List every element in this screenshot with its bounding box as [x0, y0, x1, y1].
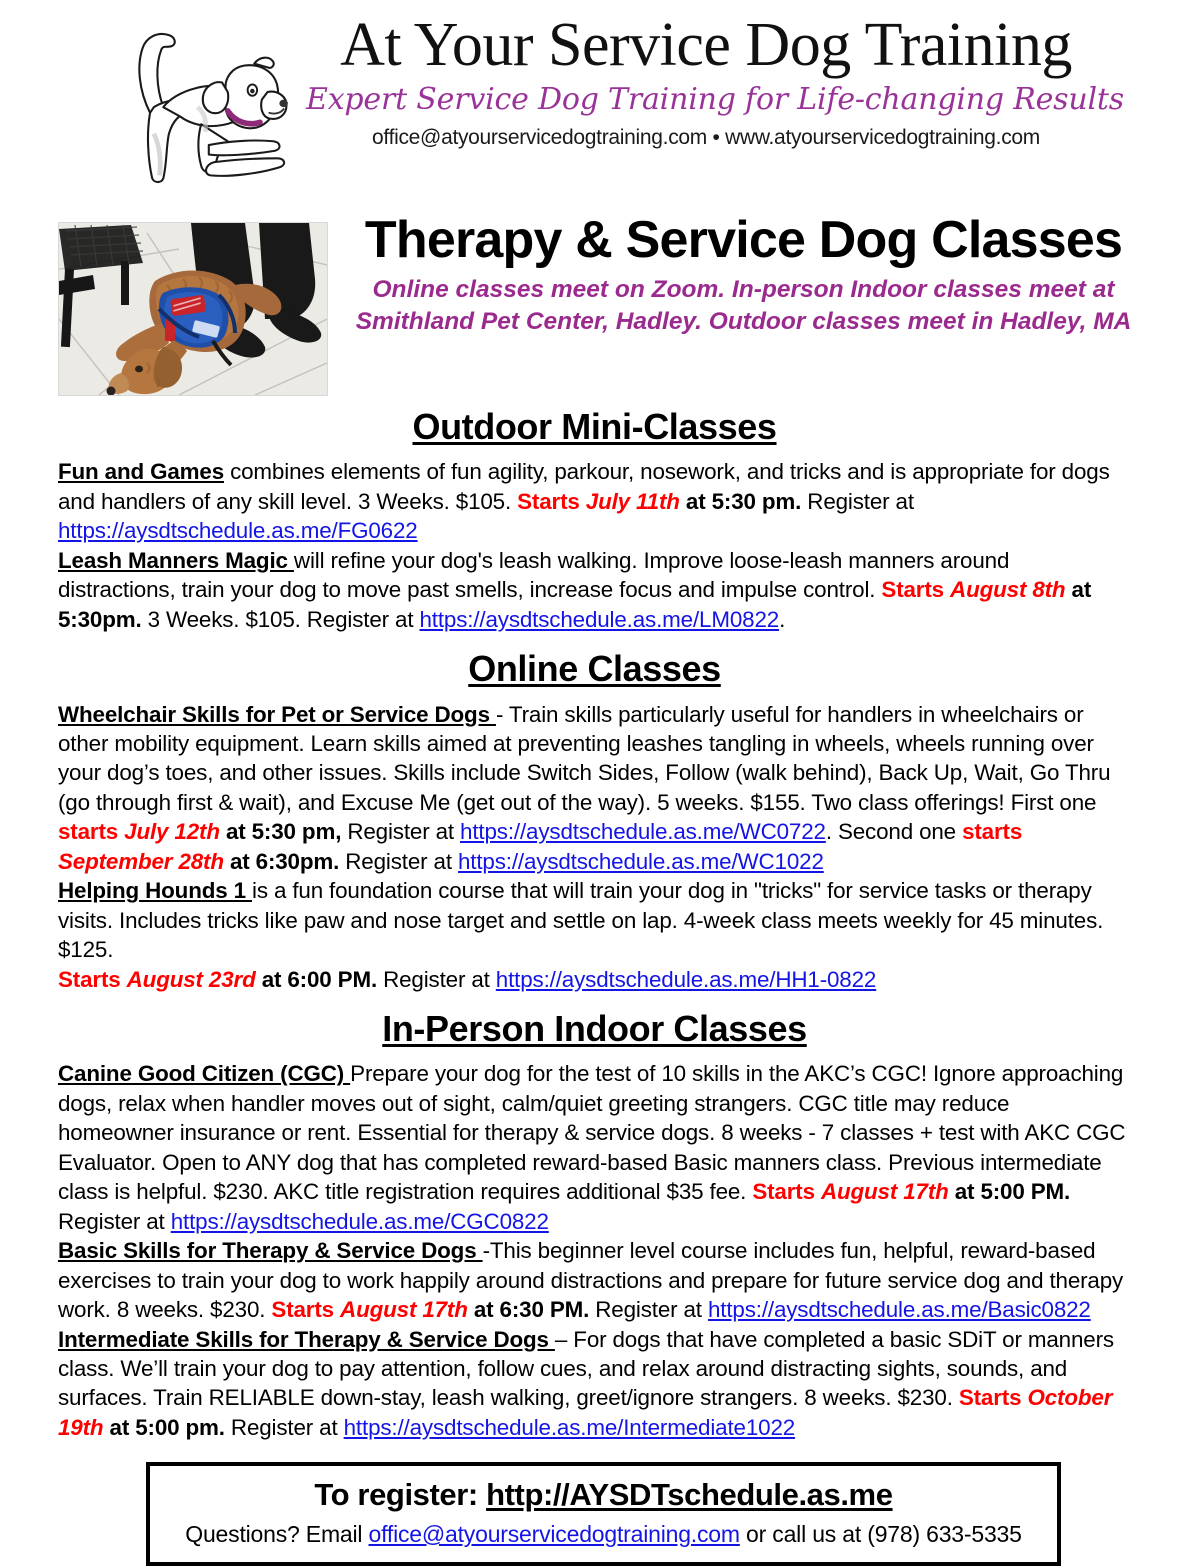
register-footer-box: [146, 1462, 1061, 1566]
start-time-wheelchair-second: at 6:30pm.: [223, 848, 340, 874]
title-column: [340, 212, 1147, 339]
class-paragraph-fun-and-games: [58, 457, 1131, 545]
register-link-basic-skills[interactable]: https://aysdtschedule.as.me/Basic0822: [707, 1297, 1091, 1323]
logo-text-block: [306, 11, 1124, 150]
section-heading-online-label: Online Classes: [468, 648, 721, 690]
class-name-wheelchair-skills: Wheelchair Skills for Pet or Service Dogs: [58, 701, 496, 727]
start-time-canine-good-citizen: at 5:00 PM.: [948, 1179, 1071, 1205]
page-subtitle: Online classes meet on Zoom. In-person Indoor classes meet at Smithland Pet Center, Hadley. Outdoor classes meet in Hadley, MA: [355, 276, 1132, 336]
class-paragraph-leash-manners-magic: [58, 546, 1131, 634]
class-desc-fun-and-games: combines elements of fun agility, parkour, nosework, and tricks and is appropriate for dogs and handlers of any skill level. 3 Weeks. $105.: [58, 459, 1110, 514]
start-time-wheelchair-first: at 5:30 pm,: [219, 819, 342, 845]
footer-register-line: [160, 1476, 1047, 1514]
class-name-basic-skills: Basic Skills for Therapy & Service Dogs: [58, 1238, 483, 1264]
section-heading-indoor-label: In-Person Indoor Classes: [382, 1008, 807, 1050]
start-time-fun-and-games: at 5:30 pm.: [679, 488, 802, 514]
start-date-wheelchair-first: July 12th: [124, 819, 220, 845]
logo-block: [110, 11, 1124, 200]
start-date-wheelchair-second: September 28th: [58, 848, 224, 874]
register-text-helping-hounds-1: Register at: [377, 966, 496, 992]
start-date-fun-and-games: July 11th: [585, 488, 680, 514]
section-heading-outdoor-label: Outdoor Mini-Classes: [412, 406, 777, 447]
class-paragraph-helping-hounds-1-start: [58, 965, 1131, 994]
start-time-basic-skills: at 6:30 PM.: [467, 1297, 590, 1323]
register-text-wheelchair-second: Register at: [339, 848, 458, 874]
start-time-helping-hounds-1: at 6:00 PM.: [255, 966, 378, 992]
start-date-basic-skills: August 17th: [340, 1297, 468, 1323]
class-name-intermediate-skills: Intermediate Skills for Therapy & Service Dogs: [58, 1326, 555, 1352]
starts-label-wheelchair-first: starts: [58, 819, 125, 845]
title-row: [0, 212, 1187, 392]
class-paragraph-helping-hounds-1: [58, 876, 1131, 964]
class-name-fun-and-games: Fun and Games: [58, 459, 225, 485]
footer-register-url[interactable]: http://AYSDTschedule.as.me: [486, 1477, 893, 1513]
section-heading-online: [58, 648, 1131, 689]
register-link-wheelchair-second[interactable]: https://aysdtschedule.as.me/WC1022: [457, 848, 824, 874]
class-desc-intermediate-skills: – For dogs that have completed a basic SDiT or manners class. We’ll train your dog to pay attention, follow cues, and relax around distracting sights, sounds, and surfaces. Train RELIABLE down-stay, leash walking, greet/ignore strangers. 8 weeks. $230.: [58, 1326, 1114, 1411]
register-link-canine-good-citizen[interactable]: https://aysdtschedule.as.me/CGC0822: [170, 1208, 549, 1234]
mid-text-wheelchair: . Second one: [825, 819, 963, 845]
start-date-leash-manners-magic: August 8th: [950, 577, 1066, 603]
starts-label-leash-manners-magic: Starts: [881, 577, 951, 603]
classes-content: [0, 406, 1187, 1566]
start-time-intermediate-skills: at 5:00 pm.: [103, 1414, 225, 1440]
footer-questions-prefix: Questions? Email: [185, 1521, 369, 1548]
letterhead-header: [0, 0, 1187, 200]
class-name-canine-good-citizen: Canine Good Citizen (CGC): [58, 1061, 351, 1087]
register-link-leash-manners-magic[interactable]: https://aysdtschedule.as.me/LM0822: [419, 606, 780, 632]
class-name-helping-hounds-1: Helping Hounds 1: [58, 878, 252, 904]
trailing-leash-manners-magic: .: [779, 606, 786, 632]
register-text-leash-manners-magic: 3 Weeks. $105. Register at: [141, 606, 420, 632]
register-text-canine-good-citizen: Register at: [58, 1208, 171, 1234]
start-date-helping-hounds-1: August 23rd: [126, 966, 256, 992]
brand-contact-line: office@atyourservicedogtraining.com • www.atyourservicedogtraining.com: [372, 125, 1040, 149]
dog-play-bow-icon: [110, 20, 300, 200]
register-link-wheelchair-first[interactable]: https://aysdtschedule.as.me/WC0722: [460, 819, 826, 845]
register-text-intermediate-skills: Register at: [224, 1414, 344, 1440]
starts-label-helping-hounds-1: Starts: [58, 966, 127, 992]
class-desc-wheelchair-skills: - Train skills particularly useful for handlers in wheelchairs or other mobility equipment. Learn skills aimed at preventing leashes tangling in wheels, wheels running over your dog’s toes, and other issues. Skills include Switch Sides, Follow (walk behind), Back Up, Wait, Go Thru (go through first & wait), and Excuse Me (get out of the way). 5 weeks. $155. Two class offerings! First one: [58, 701, 1111, 815]
class-paragraph-wheelchair-skills: [58, 700, 1131, 877]
service-dog-photo: [58, 222, 328, 396]
page-title: Therapy & Service Dog Classes: [364, 211, 1123, 269]
start-time-leash-manners-magic: at 5:30pm.: [58, 577, 1092, 632]
register-text-wheelchair-first: Register at: [341, 819, 461, 845]
register-link-helping-hounds-1[interactable]: https://aysdtschedule.as.me/HH1-0822: [495, 966, 877, 992]
class-desc-leash-manners-magic: will refine your dog's leash walking. Improve loose-leash manners around distractions, train your dog to move past smells, increase focus and impulse control.: [58, 547, 1010, 603]
start-date-canine-good-citizen: August 17th: [820, 1179, 949, 1205]
class-paragraph-basic-skills: [58, 1236, 1131, 1324]
brand-tagline: Expert Service Dog Training for Life-changing Results: [306, 82, 1124, 118]
register-link-intermediate-skills[interactable]: https://aysdtschedule.as.me/Intermediate1022: [343, 1414, 796, 1440]
starts-label-canine-good-citizen: Starts: [752, 1179, 821, 1205]
class-desc-basic-skills: -This beginner level course includes fun, helpful, reward-based exercises to train your dog to work happily around distractions and prepare for future service dog and therapy work. 8 weeks. $230.: [58, 1238, 1124, 1323]
section-heading-indoor: [58, 1008, 1131, 1049]
footer-email-link[interactable]: office@atyourservicedogtraining.com: [368, 1521, 740, 1548]
starts-label-fun-and-games: Starts: [517, 488, 586, 514]
section-heading-outdoor: [58, 406, 1131, 447]
start-date-intermediate-skills: October 19th: [58, 1385, 1113, 1440]
starts-label-basic-skills: Starts: [271, 1297, 341, 1323]
class-desc-helping-hounds-1: is a fun foundation course that will train your dog in "tricks" for service tasks or therapy visits. Includes tricks like paw and nose target and settle on lap. 4-week class meets weekly for 45 minutes. $125.: [58, 878, 1104, 963]
class-paragraph-intermediate-skills: [58, 1325, 1131, 1443]
starts-label-wheelchair-second: starts: [962, 819, 1023, 845]
starts-label-intermediate-skills: Starts: [958, 1385, 1028, 1411]
class-paragraph-canine-good-citizen: [58, 1059, 1131, 1236]
class-name-leash-manners-magic: Leash Manners Magic: [58, 547, 294, 573]
class-desc-canine-good-citizen: Prepare your dog for the test of 10 skills in the AKC’s CGC! Ignore approaching dogs, relax when handler moves out of sight, calm/quiet greeting strangers. CGC title may reduce homeowner insurance or rent. Essential for therapy & service dogs. 8 weeks - 7 classes + test with AKC CGC Evaluator. Open to ANY dog that has completed reward-based Basic manners class. Previous intermediate class is helpful. $230. AKC title registration requires additional $35 fee.: [58, 1061, 1126, 1205]
footer-register-prefix: To register:: [314, 1477, 487, 1513]
footer-questions-line: [160, 1520, 1047, 1550]
register-text-fun-and-games: Register at: [801, 488, 914, 514]
brand-name: At Your Service Dog Training: [340, 11, 1072, 79]
register-text-basic-skills: Register at: [589, 1297, 708, 1323]
register-link-fun-and-games[interactable]: https://aysdtschedule.as.me/FG0622: [58, 518, 418, 544]
footer-questions-suffix: or call us at (978) 633-5335: [739, 1521, 1022, 1548]
